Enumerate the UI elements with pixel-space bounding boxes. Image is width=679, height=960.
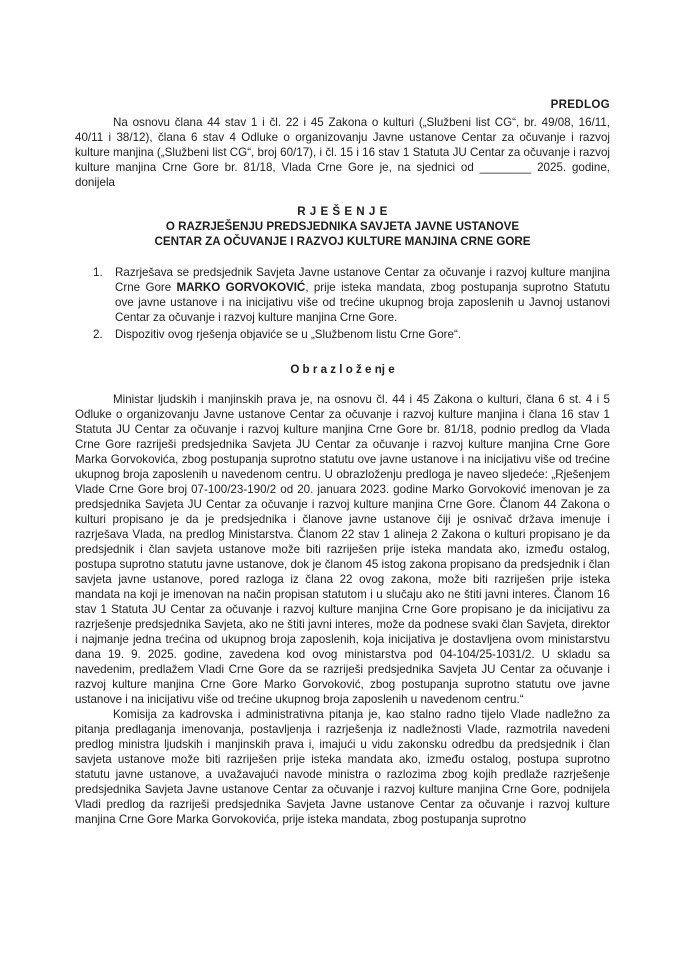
document-tag-predlog: PREDLOG [550,98,610,111]
intro-paragraph: Na osnovu člana 44 stav 1 i čl. 22 i 45 Zakona o kulturi („Službeni list CG“, br. 49/08, 16/11, 40/11 i 38/12), člana 6 stav 4 Odluke o organizovanju Javne ustanove Centar za očuvanje i razvoj kulture manjina („Službeni list CG“, broj 60/17), i čl. 15 i 16 stav 1 Statuta JU Centar za očuvanje i razvoj kulture manjina Crne Gore br. 81/18, Vlada Crne Gore je, na sjednici od ________ 2025. godine, donijela [75,116,610,189]
explanation-section [75,392,610,827]
list-item-2-text-before: Dispozitiv ovog rješenja objaviće se u „Službenom listu Crne Gore“. [115,328,462,341]
list-item-1-number: 1. [93,266,103,279]
section-heading-obrazlozenje: O b r a z l o ž e nj e [290,363,395,376]
list-item-1 [75,265,610,325]
list-item-2-text [115,327,610,342]
list-item-1-text [115,265,610,325]
document-subtitle-line1: O RAZRJEŠENJU PREDSJEDNIKA SAVJETA JAVNE USTANOVE [165,220,520,233]
list-item-2-number: 2. [93,328,103,341]
list-item-1-text-after: , prije isteka mandata, zbog postupanja suprotno Statutu ove javne ustanove i na inicijativu više od trećine ukupnog broja zaposlenih u Javnoj ustanovi Centar za očuvanje i razvoj kulture manjina Crne Gore. [115,281,610,324]
body-paragraph-2: Komisija za kadrovska i administrativna pitanja je, kao stalno radno tijelo Vlade nadležno za pitanja predlaganja imenovanja, postavljenja i razrješenja iz nadležnosti Vlade, razmotrila navedeni predlog ministra ljudskih i manjinskih prava i, imajući u vidu zakonsku odredbu da predsjednik i član savjeta ustanove može biti razriješen prije isteka mandata ako, između ostalog, postupa suprotno statutu javne ustanove, a uvažavajući navode ministra o razlozima zbog kojih predlaže razrješenje predsjednika Savjeta Javne ustanove Centar za očuvanje i razvoj kulture manjina Crne Gore, podnijela Vladi predlog da razriješi predsjednika Savjeta Javne ustanove Centar za očuvanje i razvoj kulture manjina Crne Gore Marka Gorvokovića, prije isteka mandata, zbog postupanja suprotno [75,708,610,826]
list-item-1-text-before: Razrješava se predsjednik Savjeta Javne ustanove Centar za očuvanje i razvoj kulture manjina Crne Gore [115,266,610,294]
decision-list [75,265,610,342]
document-subtitle-line2: CENTAR ZA OČUVANJE I RAZVOJ KULTURE MANJINA CRNE GORE [154,235,531,248]
dismissed-person-name: MARKO GORVOKOVIĆ [176,281,306,294]
document-title: R J E Š E N J E [297,205,388,218]
list-item-2 [75,327,610,342]
body-paragraph-1: Ministar ljudskih i manjinskih prava je, na osnovu čl. 44 i 45 Zakona o kulturi, člana 6 st. 4 i 5 Odluke o organizovanju Javne ustanove Centar za očuvanje i razvoj kulture manjina i člana 16 stav 1 Statuta JU Centar za očuvanje i razvoj kulture manjina Crne Gore br. 81/18, podnio predlog da Vlada Crne Gore razriješi predsjednika Savjeta JU Centar za očuvanje i razvoj kulture manjina Crne Gore Marka Gorvokovića, zbog postupanja suprotno statutu ove javne ustanove i na inicijativu više od trećine ukupnog broja zaposlenih u navedenom centru. U obrazloženju predloga je naveo sljedeće: „Rješenjem Vlade Crne Gore broj 07-100/23-190/2 od 20. januara 2023. godine Marko Gorvoković imenovan je za predsjednika Savjeta JU Centar za očuvanje i razvoj kulture manjina Crne Gore. Članom 44 Zakona o kulturi propisano je da je predsjednika i članove javne ustanove čiji je osnivač država imenuje i razrješava Vlada, na predlog Ministarstva. Članom 22 stav 1 alineja 2 Zakona o kulturi propisano je da predsjednik i član savjeta ustanove može biti razriješen prije isteka mandata ako, između ostalog, postupa suprotno statutu javne ustanove, dok je članom 45 istog zakona propisano da predsjednik i član savjeta javne ustanove, pored razloga iz člana 22 ovog zakona, može biti razriješen prije isteka mandata na koji je imenovan na način propisan statutom i u slučaju ako ne štiti javni interes. Članom 16 stav 1 Statuta JU Centar za očuvanje i razvoj kulture manjina Crne Gore propisano je da inicijativu za razrješenje predsjednika Savjeta, ako ne štiti javni interes, može da podnese svaki član Savjeta, direktor i najmanje jedna trećina od ukupnog broja zaposlenih, koja inicijativa je dostavljena ovom ministarstvu dana 19. 9. 2025. godine, zavedena kod ovog ministarstva pod 04-104/25-1031/2. U skladu sa navedenim, predlažem Vladi Crne Gore da se razriješi predsjednika Savjeta JU Centar za očuvanje i razvoj kulture manjina Crne Gore Marko Gorvoković, zbog postupanja suprotno statutu ove javne ustanove i na inicijativu više od trećine ukupnog broja zaposlenih u navedenom centru.“ [75,393,610,706]
